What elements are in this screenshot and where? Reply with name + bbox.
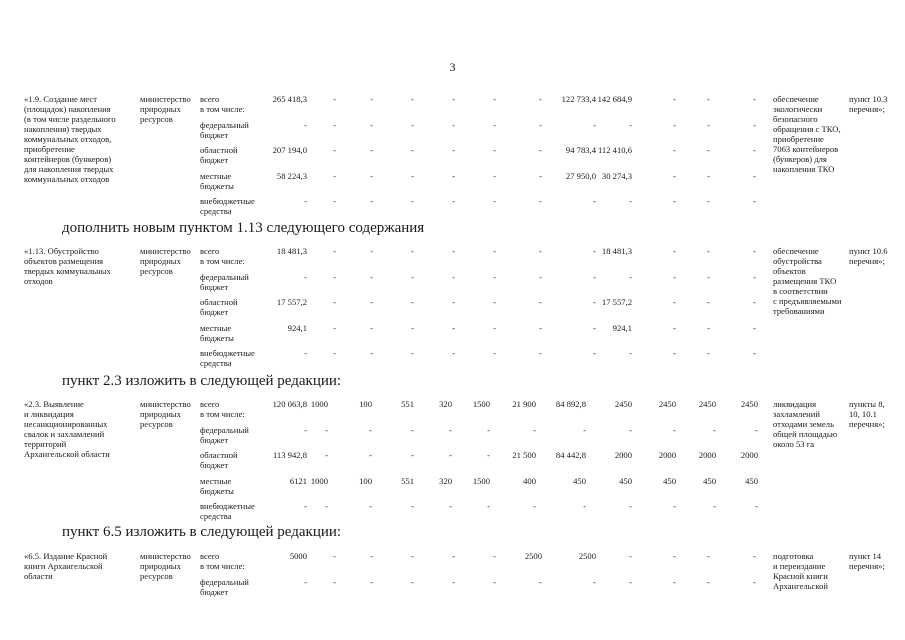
year-amount: -: [369, 501, 372, 511]
funding-source: всего в том числе:: [200, 399, 245, 419]
year-amount: -: [493, 322, 496, 333]
year-amount: 2500: [524, 551, 542, 561]
year-amount: -: [713, 424, 716, 435]
year-amount: -: [411, 271, 414, 282]
year-amount: -: [369, 424, 372, 435]
year-amount: -: [493, 348, 496, 358]
row-total: -: [304, 348, 307, 358]
year-amount: -: [449, 424, 452, 435]
row-total: 58 224,3: [276, 170, 307, 181]
year-amount: -: [707, 170, 710, 181]
year-amount: -: [629, 348, 632, 358]
year-amount: -: [673, 145, 676, 155]
year-amount: -: [370, 145, 373, 155]
year-amount: 1500: [472, 475, 490, 486]
year-amount: 84 442,8: [555, 450, 586, 460]
year-amount: 18 481,3: [601, 246, 632, 256]
year-amount: -: [539, 297, 542, 307]
year-amount: -: [493, 196, 496, 206]
year-amount: 2450: [658, 399, 676, 409]
year-amount: -: [593, 348, 596, 358]
year-amount: -: [333, 271, 336, 282]
year-amount: -: [753, 145, 756, 155]
year-amount: -: [333, 246, 336, 256]
year-amount: 551: [401, 399, 414, 409]
year-amount: -: [673, 94, 676, 104]
row-total: -: [304, 501, 307, 511]
year-amount: -: [753, 551, 756, 561]
year-amount: -: [673, 196, 676, 206]
year-amount: -: [449, 501, 452, 511]
year-amount: -: [333, 119, 336, 130]
year-amount: -: [411, 170, 414, 181]
year-amount: 2000: [658, 450, 676, 460]
year-amount: -: [411, 145, 414, 155]
year-amount: -: [452, 145, 455, 155]
year-amount: 450: [745, 475, 758, 486]
year-amount: -: [370, 551, 373, 561]
funding-source: всего в том числе:: [200, 246, 245, 266]
year-amount: -: [493, 551, 496, 561]
year-amount: -: [539, 94, 542, 104]
year-amount: 924,1: [612, 322, 632, 333]
year-amount: -: [707, 196, 710, 206]
row-total: 924,1: [287, 322, 307, 333]
year-amount: -: [370, 271, 373, 282]
funding-source: местные бюджеты: [200, 170, 234, 191]
year-amount: -: [333, 196, 336, 206]
funding-source: внебюджетные средства: [200, 501, 255, 521]
funding-source: федеральный бюджет: [200, 424, 249, 445]
year-amount: -: [370, 348, 373, 358]
year-amount: -: [593, 196, 596, 206]
year-amount: -: [333, 170, 336, 181]
year-amount: -: [539, 196, 542, 206]
year-amount: -: [753, 119, 756, 130]
year-amount: -: [593, 271, 596, 282]
year-amount: -: [539, 170, 542, 181]
year-amount: -: [539, 145, 542, 155]
year-amount: -: [707, 145, 710, 155]
year-amount: -: [411, 94, 414, 104]
year-amount: -: [493, 576, 496, 587]
year-amount: -: [539, 348, 542, 358]
year-amount: 27 950,0: [565, 170, 596, 181]
source-reference: пункт 14 перечня»;: [849, 551, 885, 571]
year-amount: -: [673, 501, 676, 511]
year-amount: -: [411, 246, 414, 256]
measure-name: «6.5. Издание Красной книги Архангельской области: [24, 551, 108, 581]
measure-name: «2.3. Выявление и ликвидация несанкционированных свалок и захламлений территорий Архангельской области: [24, 399, 110, 459]
year-amount: -: [333, 322, 336, 333]
year-amount: 1000: [310, 475, 328, 486]
year-amount: -: [452, 551, 455, 561]
year-amount: -: [593, 322, 596, 333]
row-total: 113 942,8: [272, 450, 307, 460]
year-amount: -: [707, 348, 710, 358]
year-amount: -: [370, 94, 373, 104]
year-amount: -: [753, 170, 756, 181]
expected-result: подготовка и переиздание Красной книги Архангельской: [773, 551, 828, 591]
year-amount: -: [411, 450, 414, 460]
year-amount: 450: [619, 475, 632, 486]
year-amount: -: [629, 501, 632, 511]
year-amount: 551: [401, 475, 414, 486]
year-amount: -: [487, 450, 490, 460]
executor: министерство природных ресурсов: [140, 551, 191, 581]
year-amount: 2000: [614, 450, 632, 460]
year-amount: -: [673, 322, 676, 333]
year-amount: -: [673, 348, 676, 358]
funding-source: внебюджетные средства: [200, 196, 255, 216]
row-total: 18 481,3: [276, 246, 307, 256]
year-amount: -: [411, 424, 414, 435]
year-amount: -: [707, 297, 710, 307]
funding-source: федеральный бюджет: [200, 271, 249, 292]
year-amount: -: [493, 119, 496, 130]
year-amount: -: [713, 501, 716, 511]
year-amount: -: [411, 501, 414, 511]
year-amount: -: [452, 348, 455, 358]
source-reference: пункт 10.3 перечня»;: [849, 94, 888, 114]
year-amount: -: [333, 297, 336, 307]
year-amount: 2000: [698, 450, 716, 460]
year-amount: -: [487, 424, 490, 435]
year-amount: -: [493, 170, 496, 181]
year-amount: -: [629, 551, 632, 561]
year-amount: -: [452, 322, 455, 333]
year-amount: 17 557,2: [601, 297, 632, 307]
year-amount: 400: [523, 475, 536, 486]
year-amount: 2000: [740, 450, 758, 460]
year-amount: -: [411, 196, 414, 206]
year-amount: 1000: [310, 399, 328, 409]
executor: министерство природных ресурсов: [140, 246, 191, 276]
funding-source: областной бюджет: [200, 450, 238, 470]
year-amount: 2450: [740, 399, 758, 409]
year-amount: -: [707, 551, 710, 561]
year-amount: -: [411, 348, 414, 358]
source-reference: пункт 10.6 перечня»;: [849, 246, 888, 266]
funding-source: областной бюджет: [200, 145, 238, 165]
year-amount: -: [452, 297, 455, 307]
year-amount: -: [539, 271, 542, 282]
year-amount: -: [707, 246, 710, 256]
year-amount: -: [452, 271, 455, 282]
year-amount: -: [593, 246, 596, 256]
year-amount: -: [370, 170, 373, 181]
year-amount: -: [753, 348, 756, 358]
year-amount: -: [370, 246, 373, 256]
row-total: 5000: [289, 551, 307, 561]
row-total: 265 418,3: [272, 94, 307, 104]
year-amount: -: [493, 297, 496, 307]
source-reference: пункты 8, 10, 10.1 перечня»;: [849, 399, 885, 429]
year-amount: 2450: [698, 399, 716, 409]
funding-source: федеральный бюджет: [200, 119, 249, 140]
year-amount: -: [411, 576, 414, 587]
year-amount: -: [673, 119, 676, 130]
year-amount: -: [629, 271, 632, 282]
year-amount: -: [539, 246, 542, 256]
year-amount: -: [370, 119, 373, 130]
year-amount: -: [673, 297, 676, 307]
year-amount: 450: [573, 475, 586, 486]
year-amount: -: [755, 424, 758, 435]
year-amount: -: [533, 501, 536, 511]
row-total: 120 063,8: [272, 399, 307, 409]
year-amount: -: [369, 450, 372, 460]
year-amount: -: [452, 94, 455, 104]
section-heading: пункт 2.3 изложить в следующей редакции:: [62, 373, 342, 389]
year-amount: -: [707, 271, 710, 282]
year-amount: -: [325, 450, 328, 460]
year-amount: -: [493, 145, 496, 155]
year-amount: -: [673, 246, 676, 256]
year-amount: -: [673, 271, 676, 282]
year-amount: -: [753, 576, 756, 587]
year-amount: -: [593, 576, 596, 587]
funding-source: всего в том числе:: [200, 94, 245, 114]
expected-result: обеспечение обустройства объектов размещения ТКО в соответствии с предъявляемыми требованиями: [773, 246, 842, 316]
year-amount: 320: [439, 475, 452, 486]
year-amount: -: [673, 551, 676, 561]
row-total: -: [304, 424, 307, 435]
year-amount: 21 900: [512, 399, 536, 409]
row-total: -: [304, 271, 307, 282]
year-amount: -: [673, 170, 676, 181]
row-total: 6121: [289, 475, 307, 486]
year-amount: 2450: [614, 399, 632, 409]
year-amount: -: [753, 196, 756, 206]
measure-name: «1.9. Создание мест (площадок) накопления (в том числе раздельного накопления) твердых коммунальных отходов, приобретение контейнеров (бункеров) для накопления твердых коммунальных отходов: [24, 94, 116, 184]
year-amount: -: [411, 119, 414, 130]
row-total: 207 194,0: [272, 145, 307, 155]
year-amount: 30 274,3: [601, 170, 632, 181]
year-amount: -: [753, 297, 756, 307]
year-amount: 142 684,9: [597, 94, 632, 104]
year-amount: -: [333, 576, 336, 587]
year-amount: 2500: [578, 551, 596, 561]
funding-source: федеральный бюджет: [200, 576, 249, 597]
row-total: -: [304, 119, 307, 130]
year-amount: -: [629, 576, 632, 587]
year-amount: 320: [439, 399, 452, 409]
year-amount: -: [493, 271, 496, 282]
year-amount: -: [370, 297, 373, 307]
funding-source: областной бюджет: [200, 297, 238, 317]
year-amount: -: [629, 119, 632, 130]
year-amount: -: [452, 246, 455, 256]
year-amount: -: [533, 424, 536, 435]
year-amount: -: [333, 94, 336, 104]
year-amount: 450: [663, 475, 676, 486]
year-amount: -: [593, 297, 596, 307]
row-total: -: [304, 576, 307, 587]
section-heading: дополнить новым пунктом 1.13 следующего содержания: [62, 220, 425, 236]
year-amount: -: [333, 551, 336, 561]
year-amount: -: [593, 119, 596, 130]
year-amount: 122 733,4: [561, 94, 596, 104]
year-amount: -: [539, 576, 542, 587]
section-heading: пункт 6.5 изложить в следующей редакции:: [62, 524, 342, 540]
year-amount: 1500: [472, 399, 490, 409]
page-number: 3: [449, 60, 456, 74]
year-amount: -: [539, 322, 542, 333]
year-amount: -: [493, 246, 496, 256]
funding-source: внебюджетные средства: [200, 348, 255, 368]
year-amount: -: [753, 246, 756, 256]
year-amount: -: [673, 576, 676, 587]
year-amount: 112 410,6: [597, 145, 632, 155]
year-amount: -: [452, 119, 455, 130]
executor: министерство природных ресурсов: [140, 94, 191, 124]
funding-source: всего в том числе:: [200, 551, 245, 571]
year-amount: -: [370, 322, 373, 333]
year-amount: -: [325, 501, 328, 511]
year-amount: -: [539, 119, 542, 130]
expected-result: обеспечение экологически безопасного обращения с ТКО, приобретение 7063 контейнеров (бункеров) для накопления ТКО: [773, 94, 841, 174]
year-amount: 94 783,4: [565, 145, 596, 155]
expected-result: ликвидация захламлений отходами земель общей площадью около 53 га: [773, 399, 838, 449]
year-amount: -: [452, 196, 455, 206]
year-amount: -: [370, 576, 373, 587]
measure-name: «1.13. Обустройство объектов размещения твердых коммунальных отходов: [24, 246, 111, 286]
year-amount: -: [583, 501, 586, 511]
year-amount: 21 500: [512, 450, 536, 460]
year-amount: -: [755, 501, 758, 511]
year-amount: -: [452, 170, 455, 181]
year-amount: -: [487, 501, 490, 511]
year-amount: -: [333, 348, 336, 358]
year-amount: -: [452, 576, 455, 587]
year-amount: -: [325, 424, 328, 435]
year-amount: -: [370, 196, 373, 206]
year-amount: -: [707, 119, 710, 130]
year-amount: -: [707, 94, 710, 104]
year-amount: -: [707, 576, 710, 587]
year-amount: 450: [703, 475, 716, 486]
year-amount: -: [753, 271, 756, 282]
year-amount: 84 892,8: [555, 399, 586, 409]
year-amount: -: [707, 322, 710, 333]
year-amount: -: [449, 450, 452, 460]
year-amount: -: [583, 424, 586, 435]
row-total: 17 557,2: [276, 297, 307, 307]
year-amount: -: [411, 297, 414, 307]
year-amount: -: [629, 424, 632, 435]
year-amount: -: [753, 94, 756, 104]
year-amount: 100: [359, 475, 372, 486]
year-amount: 100: [359, 399, 372, 409]
executor: министерство природных ресурсов: [140, 399, 191, 429]
year-amount: -: [493, 94, 496, 104]
year-amount: -: [673, 424, 676, 435]
year-amount: -: [411, 551, 414, 561]
year-amount: -: [629, 196, 632, 206]
funding-source: местные бюджеты: [200, 475, 234, 496]
year-amount: -: [753, 322, 756, 333]
row-total: -: [304, 196, 307, 206]
year-amount: -: [411, 322, 414, 333]
funding-source: местные бюджеты: [200, 322, 234, 343]
year-amount: -: [333, 145, 336, 155]
